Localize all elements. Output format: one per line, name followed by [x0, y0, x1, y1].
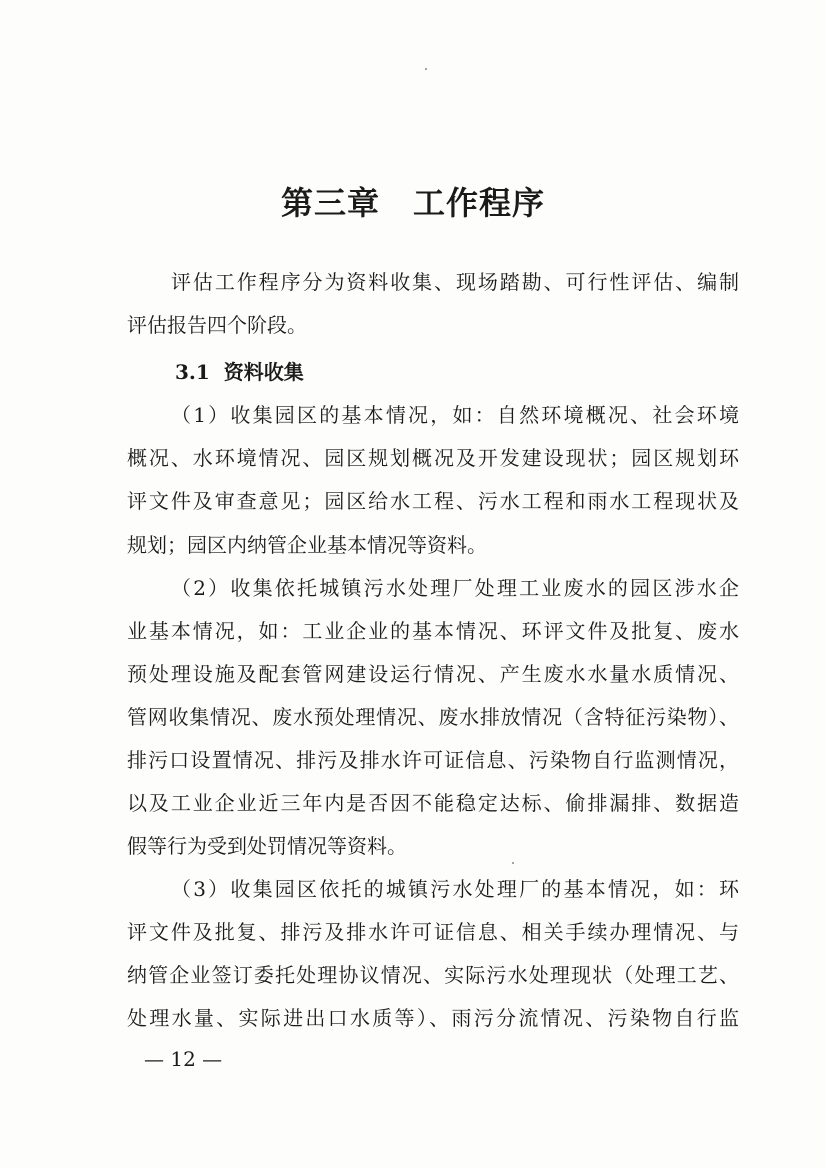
intro-line: 评估工作程序分为资料收集、现场踏勘、可行性评估、编制	[171, 270, 739, 294]
paragraph-line: 假等行为受到处罚情况等资料。	[127, 834, 407, 858]
paragraph-line: 预处理设施及配套管网建设运行情况、产生废水水量水质情况、	[127, 662, 739, 686]
paragraph-line: （1）收集园区的基本情况，如：自然环境概况、社会环境	[171, 403, 739, 427]
paragraph-line: 评文件及批复、排污及排水许可证信息、相关手续办理情况、与	[127, 920, 739, 944]
paragraph-line: 以及工业企业近三年内是否因不能稳定达标、偷排漏排、数据造	[127, 791, 739, 815]
paragraph-line: 处理水量、实际进出口水质等）、雨污分流情况、污染物自行监	[127, 1006, 739, 1030]
paragraph-line: 评文件及审查意见；园区给水工程、污水工程和雨水工程现状及	[127, 489, 739, 513]
scan-speck	[425, 68, 427, 70]
page-number: — 12 —	[144, 1047, 223, 1071]
paragraph-line: 纳管企业签订委托处理协议情况、实际污水处理现状（处理工艺、	[127, 963, 739, 987]
paragraph-line: （3）收集园区依托的城镇污水处理厂的基本情况，如：环	[171, 877, 739, 901]
section-heading: 3.1 资料收集	[175, 360, 304, 384]
paragraph-line: 管网收集情况、废水预处理情况、废水排放情况（含特征污染物）、	[127, 705, 739, 729]
intro-line: 评估报告四个阶段。	[127, 313, 307, 337]
paragraph-line: 排污口设置情况、排污及排水许可证信息、污染物自行监测情况，	[127, 748, 739, 772]
scan-speck	[512, 862, 514, 864]
paragraph-line: （2）收集依托城镇污水处理厂处理工业废水的园区涉水企	[171, 576, 739, 600]
paragraph-line: 概况、水环境情况、园区规划概况及开发建设现状；园区规划环	[127, 446, 739, 470]
chapter-title: 第三章 工作程序	[280, 184, 545, 222]
paragraph-line: 业基本情况，如：工业企业的基本情况、环评文件及批复、废水	[127, 619, 739, 643]
paragraph-line: 规划；园区内纳管企业基本情况等资料。	[127, 533, 487, 557]
